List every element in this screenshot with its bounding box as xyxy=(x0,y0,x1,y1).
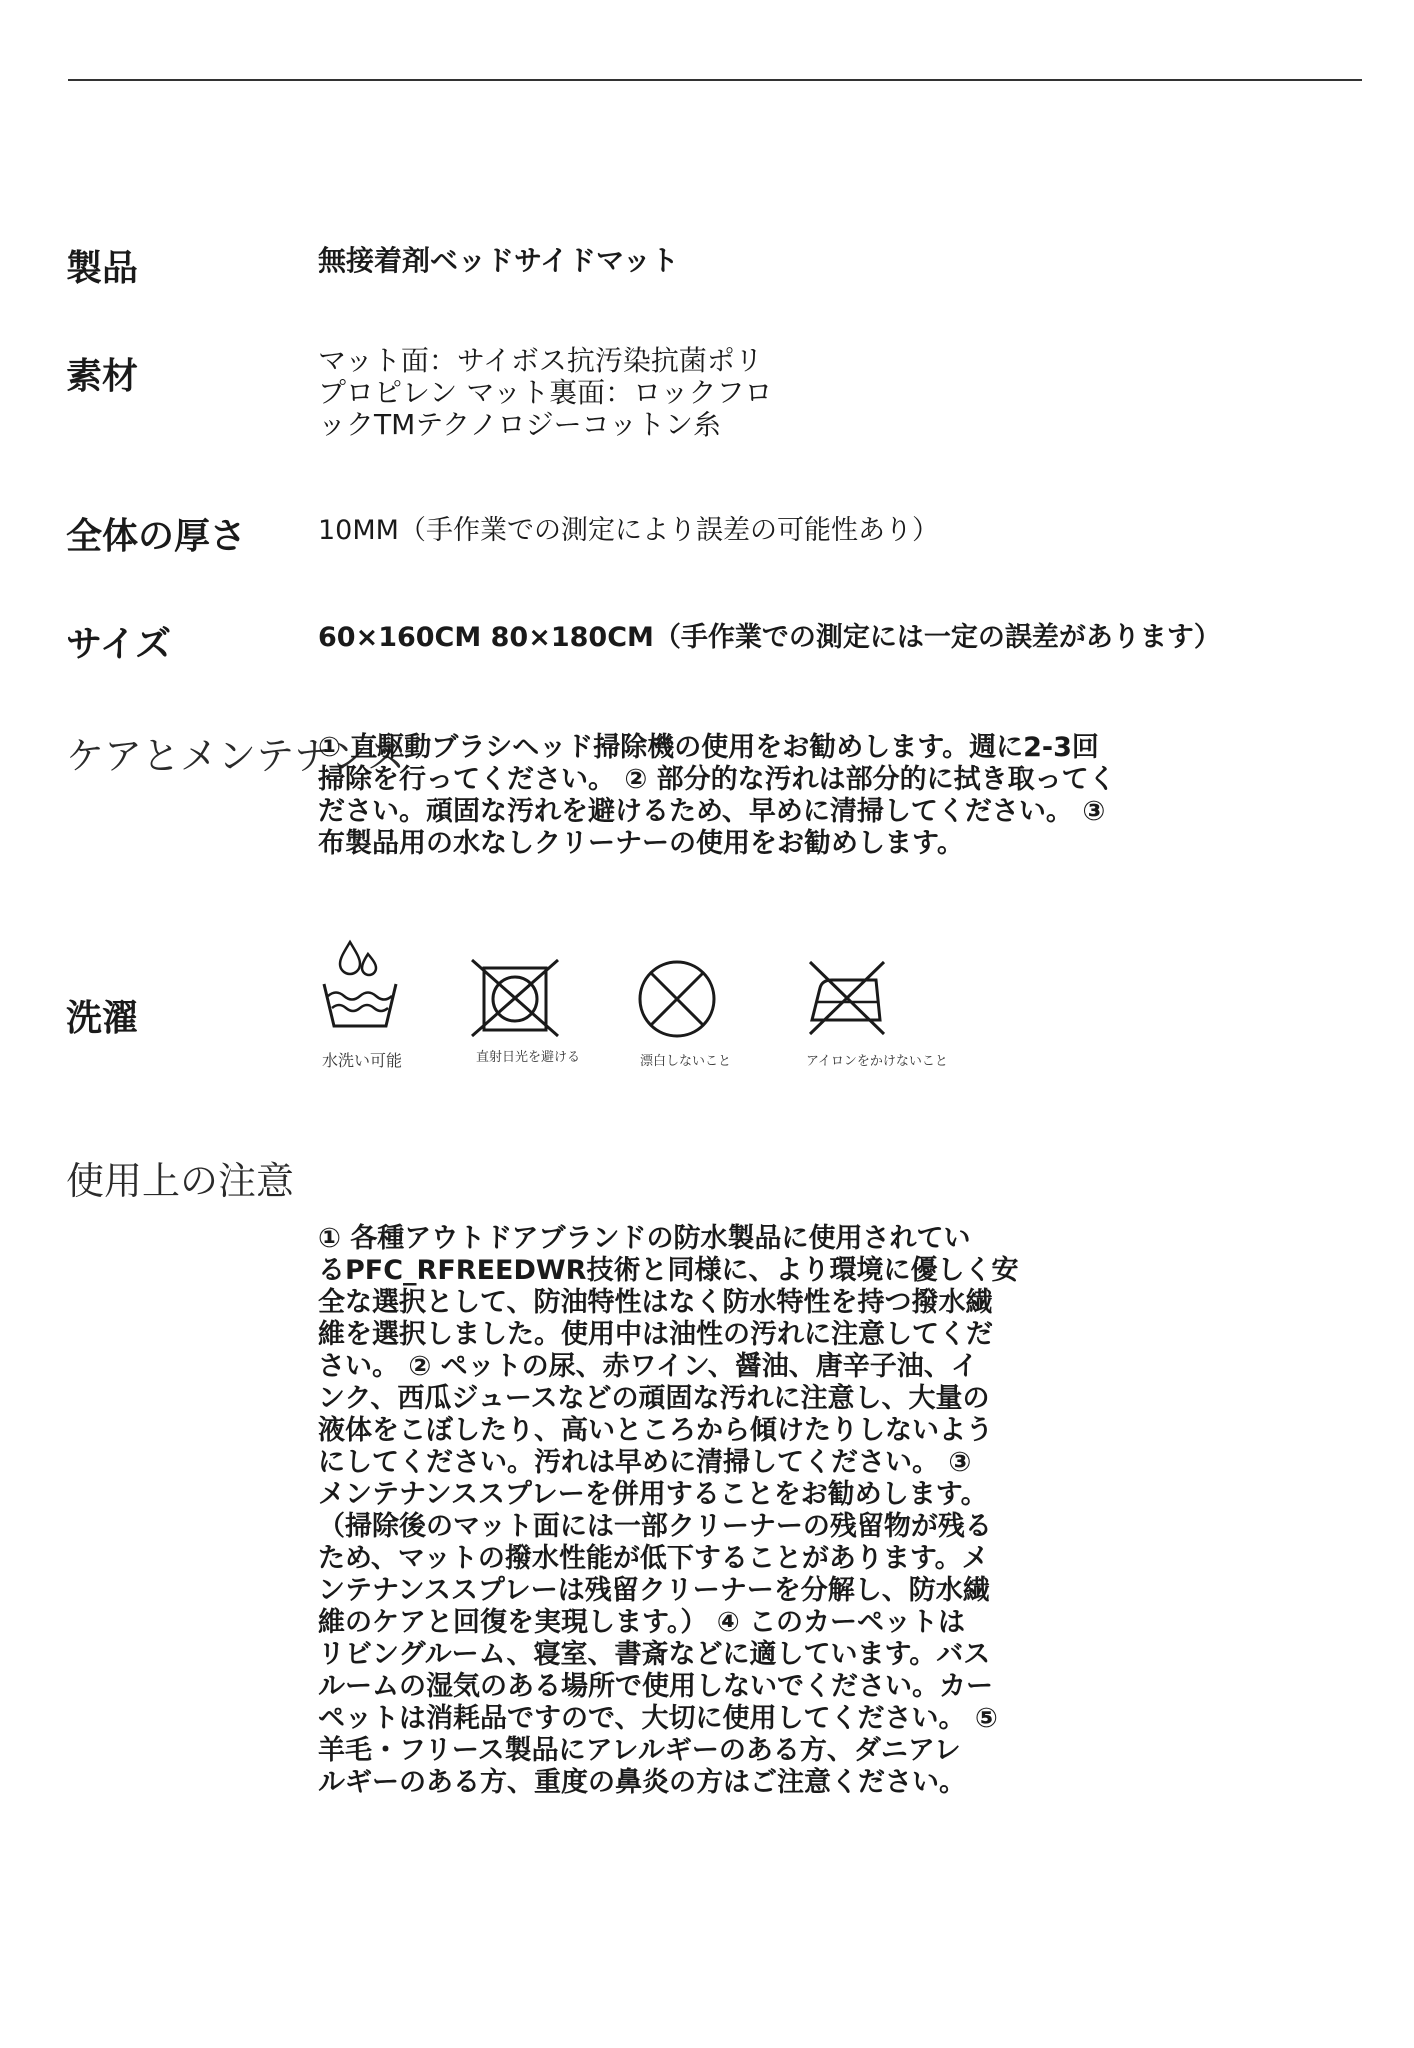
caution-text xyxy=(318,1223,1018,1799)
caution-line: ンテナンススプレーは残留クリーナーを分解し、防水繊 xyxy=(318,1575,990,1606)
caution-line: にしてください。汚れは早めに清掃してください。 ③ xyxy=(318,1447,972,1478)
material-line: プロピレン マット裏面：ロックフロ xyxy=(318,376,773,409)
caution-line: ため、マットの撥水性能が低下することがあります。メ xyxy=(318,1543,989,1574)
no-bleach-caption: 漂白しないこと xyxy=(640,1054,732,1069)
caution-label: 使用上の注意 xyxy=(66,1159,295,1203)
product-value: 無接着剤ベッドサイドマット xyxy=(318,244,679,277)
caution-line: ① 各種アウトドアブランドの防水製品に使用されてい xyxy=(318,1223,971,1254)
hand-wash-caption: 水洗い可能 xyxy=(322,1051,403,1070)
caution-line: 羊毛・フリース製品にアレルギーのある方、ダニアレ xyxy=(318,1735,961,1766)
caution-line: ペットは消耗品ですので、大切に使用してください。 ⑤ xyxy=(318,1703,998,1734)
caution-line: リビングルーム、寝室、書斎などに適しています。バス xyxy=(318,1639,991,1670)
material-line: マット面：サイボス抗汚染抗菌ポリ xyxy=(318,344,763,377)
thickness-label: 全体の厚さ xyxy=(66,516,247,557)
caution-line: 維のケアと回復を実現します。） ④ このカーペットは xyxy=(318,1607,965,1638)
hand-wash-icon xyxy=(320,938,400,1030)
size-label: サイズ xyxy=(66,624,172,665)
caution-line: 液体をこぼしたり、高いところから傾けたりしないよう xyxy=(318,1415,993,1446)
caution-line: 維を選択しました。使用中は油性の汚れに注意してくだ xyxy=(318,1319,993,1350)
care-label: ケアとメンテナンス xyxy=(66,734,405,778)
caution-line: メンテナンススプレーを併用することをお勧めします。 xyxy=(318,1479,988,1510)
care-line: 布製品用の水なしクリーナーの使用をお勧めします。 xyxy=(318,828,964,859)
thickness-value: 10MM（手作業での測定により誤差の可能性あり） xyxy=(318,515,939,546)
no-iron-caption: アイロンをかけないこと xyxy=(806,1054,948,1069)
caution-line: るPFC_RFREEDWR技術と同様に、より環境に優しく安 xyxy=(318,1255,1019,1286)
care-text xyxy=(318,732,1116,860)
no-bleach-icon xyxy=(634,956,720,1042)
size-value: 60×160CM 80×180CM（手作業での測定には一定の誤差があります） xyxy=(318,622,1221,653)
material-label: 素材 xyxy=(66,356,139,397)
no-iron-icon xyxy=(800,958,890,1038)
material-value xyxy=(318,345,773,441)
care-line: ださい。頑固な汚れを避けるため、早めに清掃してください。 ③ xyxy=(318,796,1106,827)
caution-line: さい。 ② ペットの尿、赤ワイン、醤油、唐辛子油、イ xyxy=(318,1351,978,1382)
product-label: 製品 xyxy=(66,248,139,289)
caution-line: ルームの湿気のある場所で使用しないでください。カー xyxy=(318,1671,993,1702)
caution-line: ンク、西瓜ジュースなどの頑固な汚れに注意し、大量の xyxy=(318,1383,990,1414)
care-line: 掃除を行ってください。 ② 部分的な汚れは部分的に拭き取ってく xyxy=(318,764,1116,795)
no-tumble-dry-caption: 直射日光を避ける xyxy=(476,1050,581,1065)
no-tumble-dry-icon xyxy=(470,958,560,1038)
caution-line: （掃除後のマット面には一部クリーナーの残留物が残る xyxy=(318,1511,992,1542)
care-line: ① 直駆動ブラシヘッド掃除機の使用をお勧めします。週に2-3回 xyxy=(318,732,1099,763)
caution-line: ルギーのある方、重度の鼻炎の方はご注意ください。 xyxy=(318,1767,966,1798)
material-line: ックTMテクノロジーコットン糸 xyxy=(318,408,722,441)
washing-label: 洗濯 xyxy=(66,998,139,1039)
caution-line: 全な選択として、防油特性はなく防水特性を持つ撥水繊 xyxy=(318,1287,993,1318)
top-divider xyxy=(68,79,1362,81)
